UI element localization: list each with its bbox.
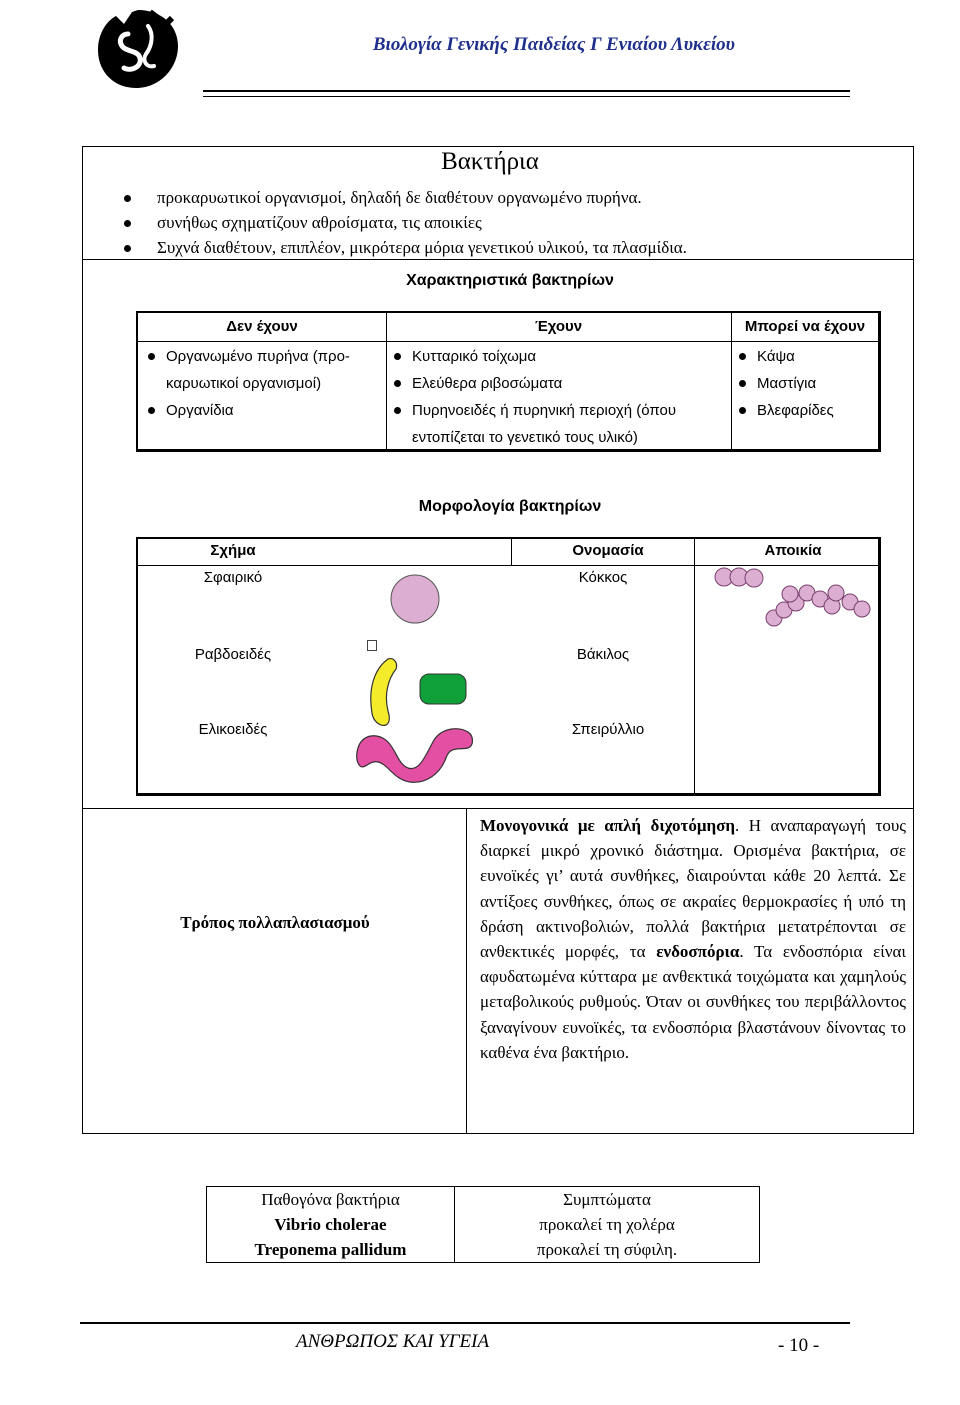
reproduction-text: [480, 813, 906, 1065]
list-item: Κάψα: [737, 343, 834, 370]
col-header-shape: Σχήμα: [210, 542, 256, 559]
name-spirillum: Σπειρύλλιο: [571, 721, 645, 738]
logo-emblem: [92, 6, 184, 92]
symptom-text: προκαλεί τη σύφιλη.: [536, 1240, 678, 1259]
name-bacillus: Βάκιλος: [576, 646, 630, 663]
pathogens-header: Παθογόνα βακτήρια: [261, 1190, 400, 1209]
pathogens-table: [206, 1186, 760, 1263]
bacterium-name: Vibrio cholerae: [274, 1215, 387, 1234]
col-header-not-have: Δεν έχουν: [226, 318, 298, 335]
bacterium-name: Treponema pallidum: [254, 1240, 407, 1259]
list-item: Κυτταρικό τοίχωμα: [392, 343, 676, 370]
list-item: Μαστίγια: [737, 370, 834, 397]
reproduction-text-part1: . Η αναπαραγωγή τους διαρκεί μικρό χρονικό διάστημα. Ορισμένα βακτήρια, σε ευνοϊκές γι’ αυτά συνθήκες, διαιρούνται κάθε 20 λεπτά. Σε αντίξοες συνθήκες, όπως σε ακραίες θερμοκρασίες ή υπό τη δράση ακτινοβολιών, πολλά βακτήρια μετατρέπονται σε ανθεκτικές μορφές, τα: [480, 816, 906, 962]
coccus-illustration: [388, 572, 442, 626]
col-header-name: Ονομασία: [572, 542, 644, 559]
may-have-list: [737, 343, 834, 424]
section-title: Βακτήρια: [441, 148, 539, 175]
reproduction-label: Τρόπος πολλαπλασιασμού: [180, 913, 370, 932]
characteristics-table: [136, 311, 881, 452]
divider-figures: [82, 808, 914, 809]
bullet-item: Συχνά διαθέτουν, επιπλέον, μικρότερα μόρια γενετικού υλικού, τα πλασμίδια.: [124, 235, 687, 260]
bullet-item: προκαρυωτικοί οργανισμοί, δηλαδή δε διαθέτουν οργανωμένο πυρήνα.: [124, 185, 687, 210]
symptom-text: προκαλεί τη χολέρα: [539, 1215, 675, 1234]
name-coccus: Κόκκος: [578, 569, 628, 586]
header-rule: [203, 90, 850, 92]
reproduction-text-part2: . Τα ενδοσπόρια είναι αφυδατωμένα κύτταρα με ανθεκτικά τοιχώματα και χαμηλούς μεταβολικούς ρυθμούς. Όταν οι συνθήκες του περιβάλλοντος ξαναγίνουν ευνοϊκές, τα ενδοσπόρια βλαστάνουν δίνοντας το καθένα ένα βακτήριο.: [480, 942, 906, 1062]
characteristics-heading: Χαρακτηριστικά βακτηρίων: [406, 272, 614, 289]
rod-bacterium-green: [418, 672, 468, 706]
morphology-heading: Μορφολογία βακτηρίων: [418, 498, 602, 515]
col-header-have: Έχουν: [534, 318, 583, 335]
colony-illustration: [712, 566, 872, 628]
bullet-list: [124, 185, 687, 260]
page-number: - 10 -: [778, 1335, 820, 1356]
list-item: Οργανωμένο πυρήνα (προ-: [146, 343, 350, 370]
list-item: Πυρηνοειδές ή πυρηνική περιοχή (όπου: [392, 397, 676, 424]
table-header-rule: [138, 341, 878, 342]
small-square-marker: [367, 640, 377, 651]
not-have-list: [146, 343, 350, 424]
reproduction-bold-intro: Μονογονικά με απλή διχοτόμηση: [480, 816, 736, 835]
list-item: Οργανίδια: [146, 397, 350, 424]
list-item: Βλεφαρίδες: [737, 397, 834, 424]
list-item: Ελεύθερα ριβοσώματα: [392, 370, 676, 397]
list-item: καρυωτικοί οργανισμοί): [166, 375, 322, 392]
header-title: Βιολογία Γενικής Παιδείας Γ Ενιαίου Λυκείου: [372, 34, 735, 55]
footer-rule: [80, 1322, 850, 1324]
symptoms-header: Συμπτώματα: [563, 1190, 651, 1209]
header-rule-thin: [203, 96, 850, 97]
footer-title: ΑΝΘΡΩΠΟΣ ΚΑΙ ΥΓΕΙΑ: [296, 1331, 490, 1352]
col-header-colony: Αποικία: [764, 542, 822, 559]
column-divider: [511, 539, 512, 565]
shape-spherical: Σφαιρικό: [203, 569, 263, 586]
col-header-may-have: Μπορεί να έχουν: [744, 318, 866, 335]
have-list: [392, 343, 676, 451]
endospore-term: ενδοσπόρια: [656, 942, 740, 962]
list-item: εντοπίζεται το γενετικό τους υλικό): [412, 429, 638, 446]
shape-spiral: Ελικοειδές: [198, 721, 268, 738]
shape-rod: Ραβδοειδές: [194, 646, 272, 663]
bullet-item: συνήθως σχηματίζουν αθροίσματα, τις αποικίες: [124, 210, 687, 235]
divider-repro: [466, 808, 467, 1134]
column-divider: [694, 539, 695, 793]
spirillum-illustration: [350, 718, 482, 788]
